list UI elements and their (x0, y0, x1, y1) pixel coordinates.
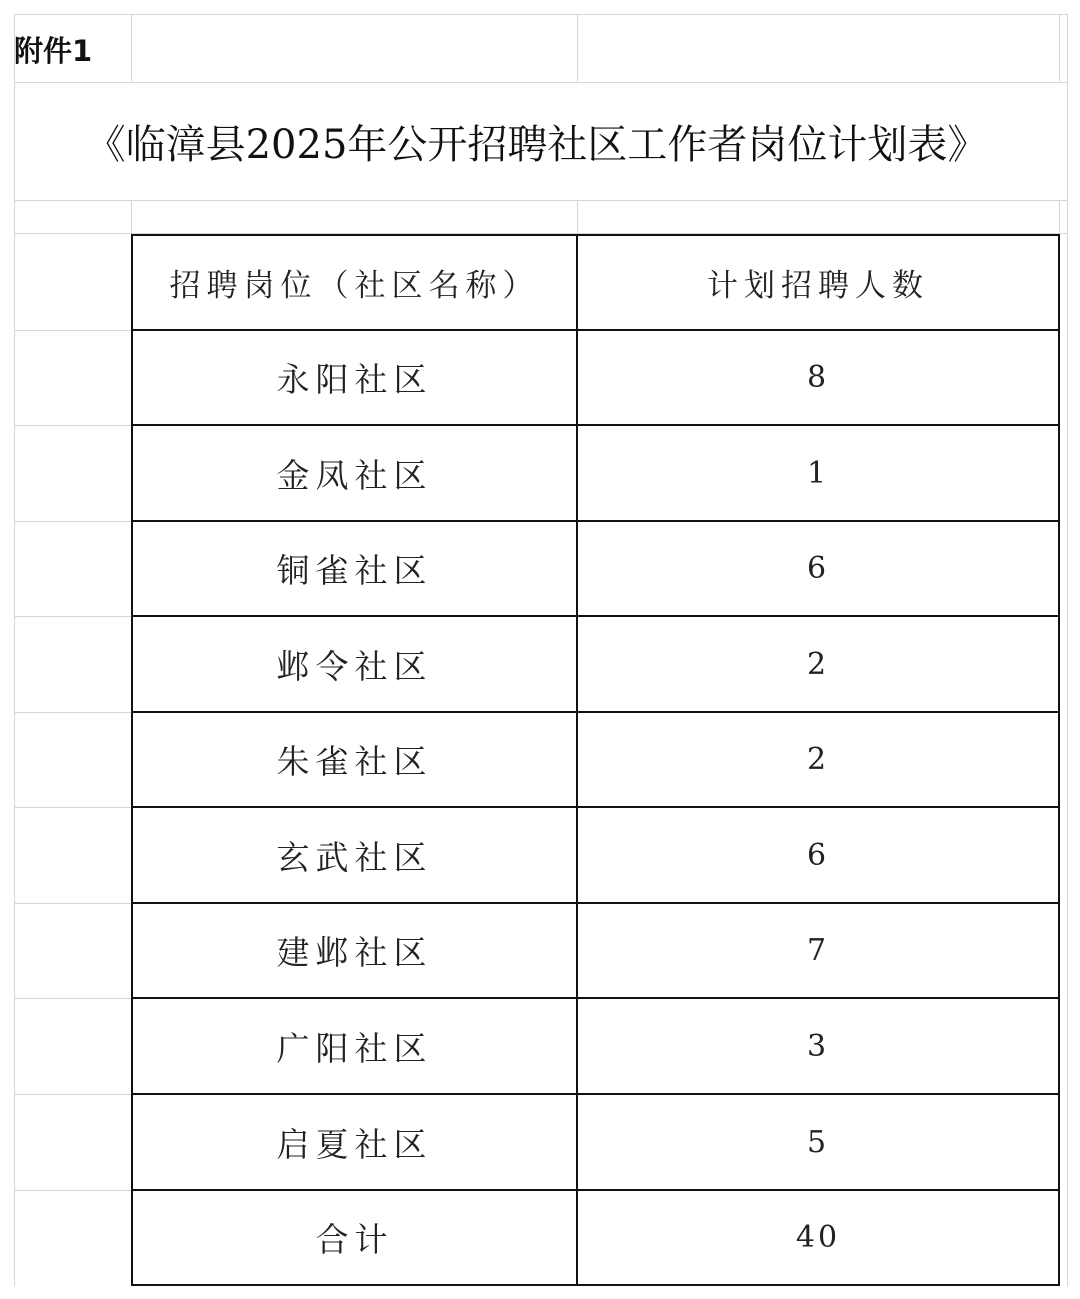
gridline (14, 14, 1068, 15)
total-count-cell: 40 (795, 1220, 841, 1255)
table-border (1058, 234, 1060, 1286)
gridline (14, 14, 15, 1286)
gridline (14, 425, 132, 426)
community-name-cell: 永阳社区 (276, 360, 433, 399)
column-header-count: 计划招聘人数 (707, 268, 929, 304)
planned-count-cell: 1 (806, 455, 830, 491)
planned-count-cell: 2 (806, 742, 830, 777)
gridline (1067, 14, 1068, 1286)
page-title: 《临漳县2025年公开招聘社区工作者岗位计划表》 (85, 122, 988, 168)
gridline (14, 1094, 132, 1095)
community-name-cell: 铜雀社区 (276, 551, 433, 590)
community-name-cell: 邺令社区 (276, 646, 433, 686)
planned-count-cell: 7 (806, 933, 830, 968)
planned-count-cell: 2 (806, 646, 830, 682)
gridline (131, 14, 132, 82)
gridline (1059, 200, 1060, 234)
gridline (14, 330, 132, 331)
community-name-cell: 玄武社区 (276, 837, 433, 877)
planned-count-cell: 6 (806, 551, 830, 586)
community-name-cell: 启夏社区 (276, 1124, 433, 1164)
gridline (14, 998, 132, 999)
column-header-position: 招聘岗位（社区名称） (169, 268, 540, 304)
gridline (577, 14, 578, 82)
planned-count-cell: 3 (806, 1028, 830, 1064)
planned-count-cell: 6 (806, 837, 830, 873)
gridline (131, 200, 132, 234)
gridline (14, 1190, 132, 1191)
table-border (131, 1284, 1060, 1286)
planned-count-cell: 8 (806, 360, 830, 395)
community-name-cell: 朱雀社区 (276, 742, 433, 781)
community-name-cell: 金凤社区 (276, 455, 433, 495)
gridline (1059, 14, 1060, 82)
gridline (14, 903, 132, 904)
community-name-cell: 建邺社区 (276, 933, 433, 972)
gridline (14, 807, 132, 808)
total-label-cell: 合计 (315, 1220, 394, 1259)
community-name-cell: 广阳社区 (276, 1028, 433, 1068)
gridline (14, 616, 132, 617)
gridline (14, 712, 132, 713)
gridline (14, 521, 132, 522)
gridline (14, 200, 1068, 201)
planned-count-cell: 5 (806, 1124, 830, 1160)
attachment-label: 附件1 (14, 33, 93, 68)
gridline (577, 200, 578, 234)
